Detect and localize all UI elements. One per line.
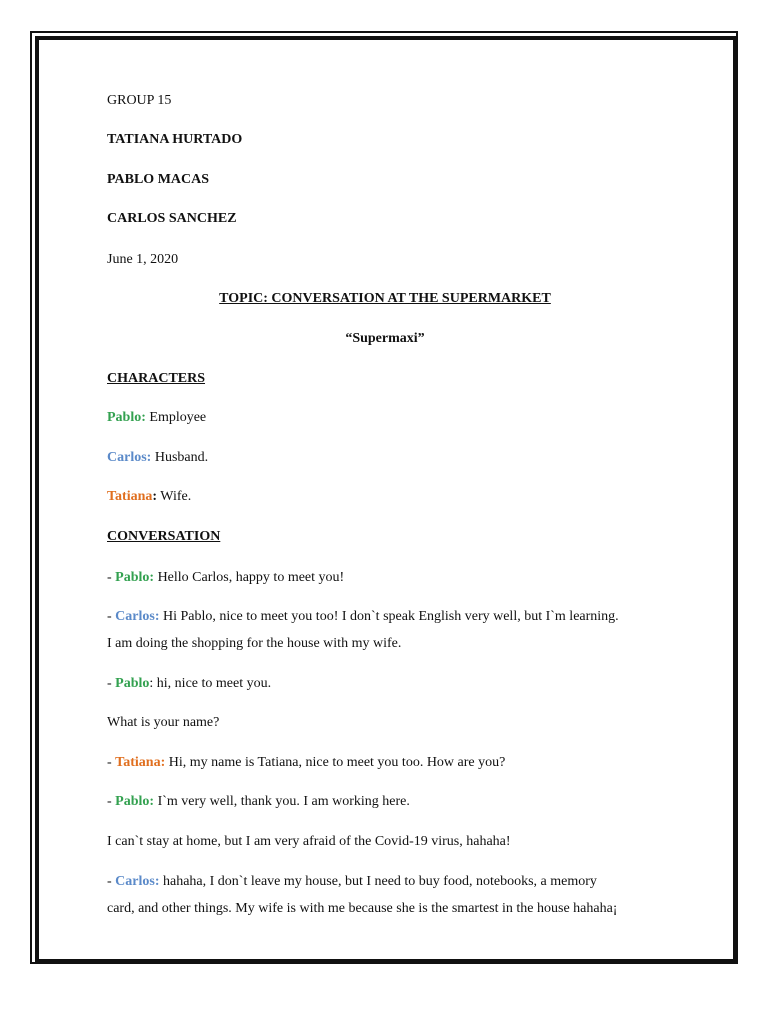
dialogue-dash: - (107, 755, 116, 770)
group-label: GROUP 15 (107, 93, 172, 108)
member-name: CARLOS SANCHEZ (107, 211, 237, 226)
characters-heading: CHARACTERS (107, 371, 206, 386)
member-name: PABLO MACAS (107, 172, 210, 187)
conversation-heading: CONVERSATION (107, 529, 221, 544)
dialogue-continuation: I can`t stay at home, but I am very afraid of the Covid-19 virus, hahaha! (107, 834, 511, 849)
character-name: Tatiana (107, 489, 153, 504)
dialogue-text: Hi Pablo, nice to meet you too! I don`t speak English very well, but I`m learning. (159, 609, 619, 624)
dialogue-line (107, 608, 619, 626)
document-subtitle: “Supermaxi” (345, 331, 425, 346)
member-name: TATIANA HURTADO (107, 132, 243, 147)
dialogue-continuation: I am doing the shopping for the house with my wife. (107, 636, 402, 651)
character-role: Husband. (151, 450, 209, 465)
character-role: Wife. (157, 489, 192, 504)
character-entry (107, 449, 208, 467)
dialogue-dash: - (107, 609, 116, 624)
dialogue-text: I`m very well, thank you. I am working here. (154, 794, 410, 809)
speaker-name: Pablo: (115, 570, 155, 585)
dialogue-text: hahaha, I don`t leave my house, but I need to buy food, notebooks, a memory (159, 874, 597, 889)
character-entry (107, 488, 191, 506)
speaker-name: Carlos: (115, 609, 160, 624)
dialogue-dash: - (107, 794, 116, 809)
dialogue-line (107, 675, 271, 693)
speaker-name: Pablo (115, 676, 150, 691)
dialogue-line (107, 873, 597, 891)
dialogue-line (107, 754, 505, 772)
speaker-name: Pablo: (115, 794, 155, 809)
dialogue-dash: - (107, 570, 116, 585)
dialogue-text: Hello Carlos, happy to meet you! (154, 570, 345, 585)
character-name: Carlos: (107, 450, 152, 465)
character-colon: : (152, 489, 158, 504)
document-date: June 1, 2020 (107, 252, 179, 267)
dialogue-line (107, 569, 344, 587)
character-entry (107, 409, 206, 427)
dialogue-colon: : (149, 676, 154, 691)
speaker-name: Carlos: (115, 874, 160, 889)
dialogue-line (107, 793, 410, 811)
dialogue-text: hi, nice to meet you. (153, 676, 272, 691)
character-role: Employee (145, 410, 207, 425)
dialogue-continuation: card, and other things. My wife is with me because she is the smartest in the house hahaha¡ (107, 901, 618, 916)
dialogue-text: Hi, my name is Tatiana, nice to meet you too. How are you? (165, 755, 506, 770)
dialogue-dash: - (107, 676, 116, 691)
dialogue-dash: - (107, 874, 116, 889)
topic-heading: TOPIC: CONVERSATION AT THE SUPERMARKET (219, 291, 551, 306)
speaker-name: Tatiana: (115, 755, 166, 770)
dialogue-continuation: What is your name? (107, 715, 220, 730)
character-name: Pablo: (107, 410, 146, 425)
